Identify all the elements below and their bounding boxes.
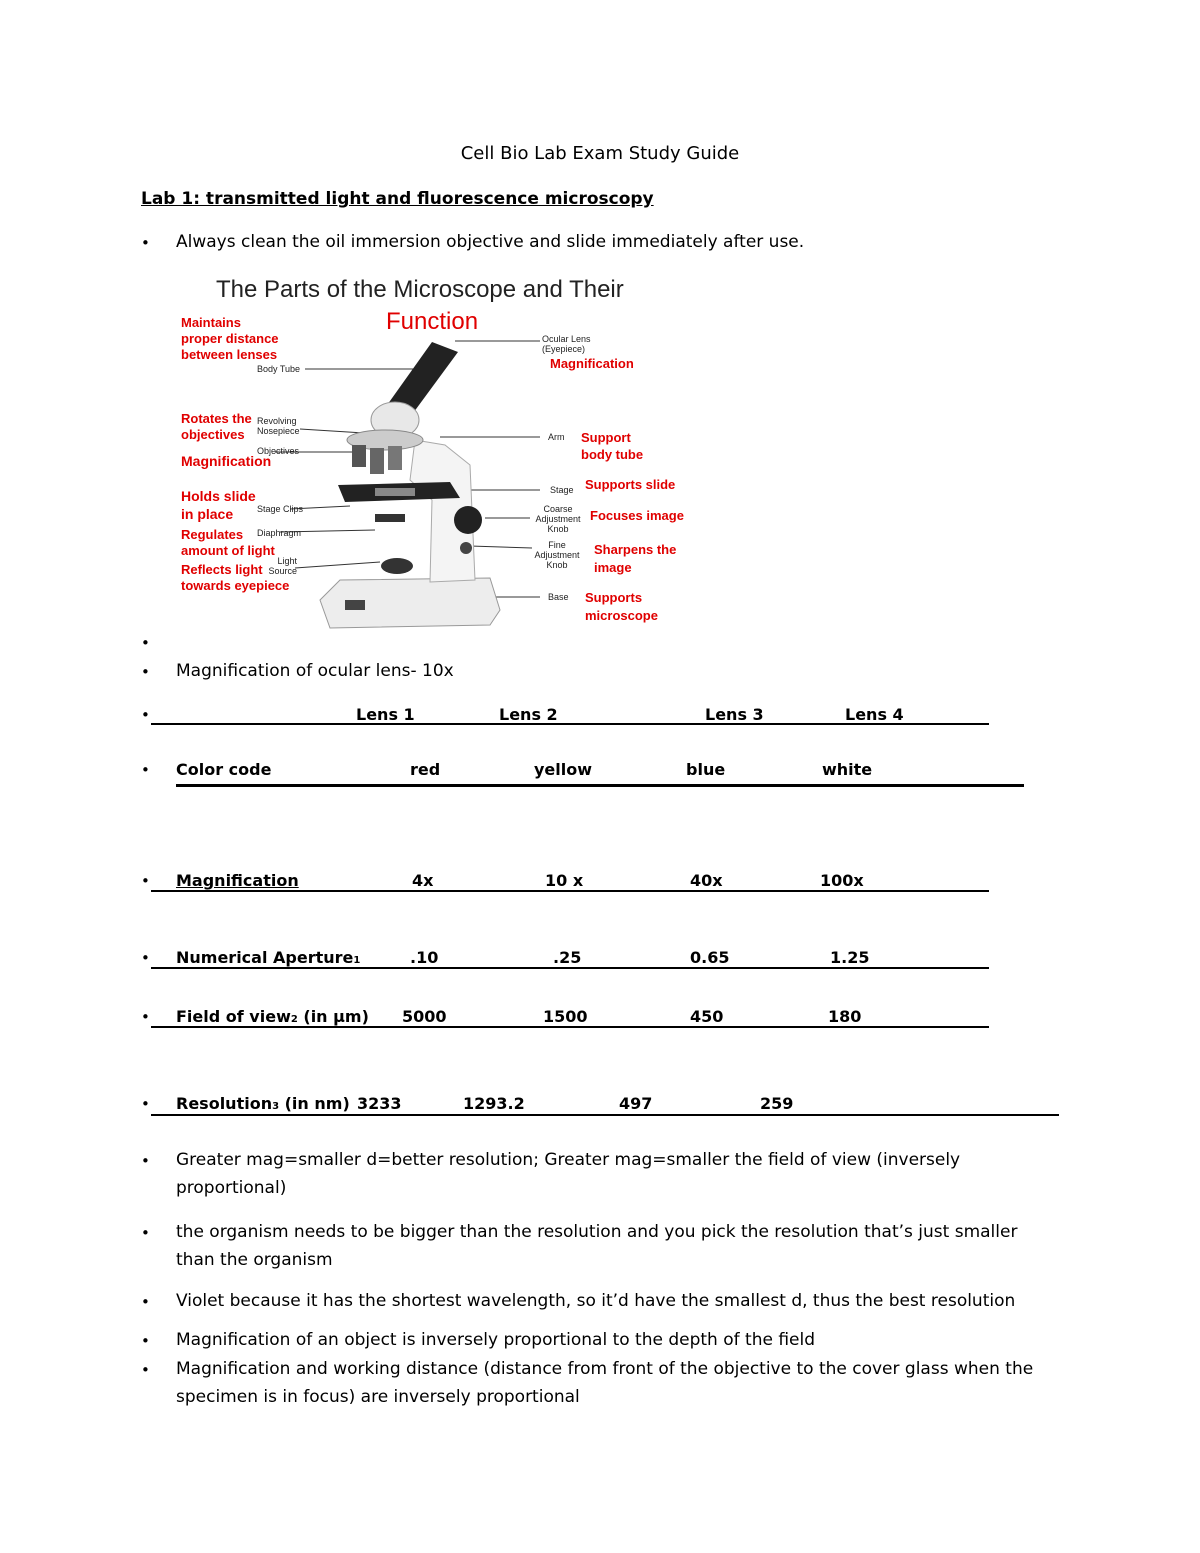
fov-label-a: Field of view [176, 1007, 291, 1026]
res-label-b: (in nm) [279, 1094, 350, 1113]
fn-fine-2: image [594, 560, 632, 575]
mag-lens-4: 100x [820, 871, 864, 890]
fov-label [176, 1007, 369, 1026]
intro-bullet: Always clean the oil immersion objective and slide immediately after use. [176, 232, 805, 252]
note-item: the organism needs to be bigger than the resolution and you pick the resolution that’s just smaller than the organism [176, 1222, 1018, 1270]
label-body-tube: Body Tube [257, 364, 301, 374]
note-item: Violet because it has the shortest wavelength, so it’d have the smallest d, thus the best resolution [176, 1291, 1016, 1311]
note-item: Magnification of an object is inversely proportional to the depth of the field [176, 1330, 816, 1350]
bullet-icon: • [141, 1095, 150, 1113]
fn-coarse: Focuses image [590, 508, 684, 523]
fn-light-2: towards eyepiece [181, 578, 290, 593]
fn-arm-2: body tube [581, 447, 644, 462]
header-lens-4: Lens 4 [845, 705, 904, 724]
label-revolving-nosepiece: Revolving Nosepiece [257, 416, 300, 436]
na-footnote: 1 [353, 955, 361, 966]
row-rule [151, 967, 989, 969]
label-stage-clips: Stage Clips [257, 504, 304, 514]
fn-stage-clips-2: in place [181, 506, 234, 522]
bullet-icon: • [141, 761, 150, 779]
fn-nosepiece-2: objectives [181, 427, 245, 442]
color-lens-4: white [822, 760, 873, 779]
ocular-magnification: Magnification of ocular lens- 10x [176, 661, 454, 681]
na-lens-3: 0.65 [690, 948, 730, 967]
bullet-icon: • [141, 1332, 150, 1350]
fn-diaphragm-1: Regulates [181, 527, 244, 542]
fn-arm-1: Support [581, 430, 631, 445]
bullet-icon: • [141, 1008, 150, 1026]
bullet-icon: • [141, 872, 150, 890]
label-arm: Arm [548, 432, 565, 442]
fn-stage: Supports slide [585, 477, 676, 492]
label-light-source: Light Source [268, 556, 297, 576]
fn-body-tube-1: Maintains [181, 315, 241, 330]
bullet-icon: • [141, 1152, 150, 1170]
fn-base-1: Supports [585, 590, 643, 605]
mag-lens-2: 10 x [545, 871, 584, 890]
header-lens-1: Lens 1 [356, 705, 415, 724]
color-lens-2: yellow [534, 760, 593, 779]
fn-objectives: Magnification [181, 453, 272, 469]
fn-body-tube-2: proper distance [181, 331, 279, 346]
row-rule [151, 1026, 989, 1028]
fn-body-tube-3: between lenses [181, 347, 278, 362]
bullet-icon: • [141, 1361, 150, 1379]
na-lens-1: .10 [410, 948, 439, 967]
color-code-label: Color code [176, 760, 272, 779]
na-lens-2: .25 [553, 948, 582, 967]
bullet-icon: • [141, 1224, 150, 1242]
na-label [176, 948, 360, 967]
lab-heading: Lab 1: transmitted light and fluorescence microscopy [141, 189, 654, 209]
resolution-label [176, 1094, 350, 1113]
label-stage: Stage [550, 485, 574, 495]
label-fine-knob: Fine Adjustment Knob [534, 540, 580, 570]
fn-diaphragm-2: amount of light [181, 543, 275, 558]
res-lens-3: 497 [619, 1094, 653, 1113]
res-lens-4: 259 [760, 1094, 794, 1113]
bullet-icon: • [141, 706, 150, 724]
fn-stage-clips-1: Holds slide [181, 488, 256, 504]
na-lens-4: 1.25 [830, 948, 870, 967]
document-title: Cell Bio Lab Exam Study Guide [460, 143, 740, 164]
bullet-icon: • [141, 1293, 150, 1311]
label-ocular-lens: Ocular Lens (Eyepiece) [542, 334, 591, 354]
fn-nosepiece-1: Rotates the [181, 411, 252, 426]
note-item: Greater mag=smaller d=better resolution; Greater mag=smaller the field of view (inversely proportional) [176, 1150, 961, 1198]
res-footnote: 3 [272, 1101, 280, 1112]
na-label-text: Numerical Aperture [176, 948, 354, 967]
figure-title-line1: The Parts of the Microscope and Their [216, 276, 624, 303]
fov-lens-3: 450 [690, 1007, 724, 1026]
mag-lens-1: 4x [412, 871, 434, 890]
fov-lens-1: 5000 [402, 1007, 447, 1026]
fn-light-1: Reflects light [181, 562, 263, 577]
fn-base-2: microscope [585, 608, 658, 623]
color-lens-3: blue [686, 760, 726, 779]
fov-footnote: 2 [290, 1014, 298, 1025]
microscope-figure [170, 270, 710, 650]
row-rule [151, 723, 989, 725]
fov-label-b: (in μm) [297, 1007, 369, 1026]
mag-lens-3: 40x [690, 871, 723, 890]
bullet-icon: • [141, 634, 150, 652]
header-lens-2: Lens 2 [499, 705, 558, 724]
label-base: Base [548, 592, 569, 602]
label-diaphragm: Diaphragm [257, 528, 302, 538]
res-lens-1: 3233 [357, 1094, 402, 1113]
fn-fine-1: Sharpens the [594, 542, 677, 557]
bullet-icon: • [141, 949, 150, 967]
fov-lens-4: 180 [828, 1007, 862, 1026]
header-lens-3: Lens 3 [705, 705, 764, 724]
magnification-label: Magnification [176, 871, 299, 890]
res-lens-2: 1293.2 [463, 1094, 525, 1113]
label-objectives: Objectives [257, 446, 300, 456]
bullet-icon: • [141, 663, 150, 681]
bullet-icon: • [141, 234, 150, 252]
figure-title-line2: Function [386, 308, 479, 335]
row-rule [176, 784, 1024, 787]
row-rule [151, 890, 989, 892]
note-item: Magnification and working distance (distance from front of the objective to the cover glass when the specimen is in focus) are inversely proportional [176, 1359, 1034, 1407]
row-rule [151, 1114, 1059, 1116]
fov-lens-2: 1500 [543, 1007, 588, 1026]
color-lens-1: red [410, 760, 441, 779]
res-label-a: Resolution [176, 1094, 273, 1113]
label-coarse-knob: Coarse Adjustment Knob [535, 504, 581, 534]
fn-ocular: Magnification [550, 356, 634, 371]
